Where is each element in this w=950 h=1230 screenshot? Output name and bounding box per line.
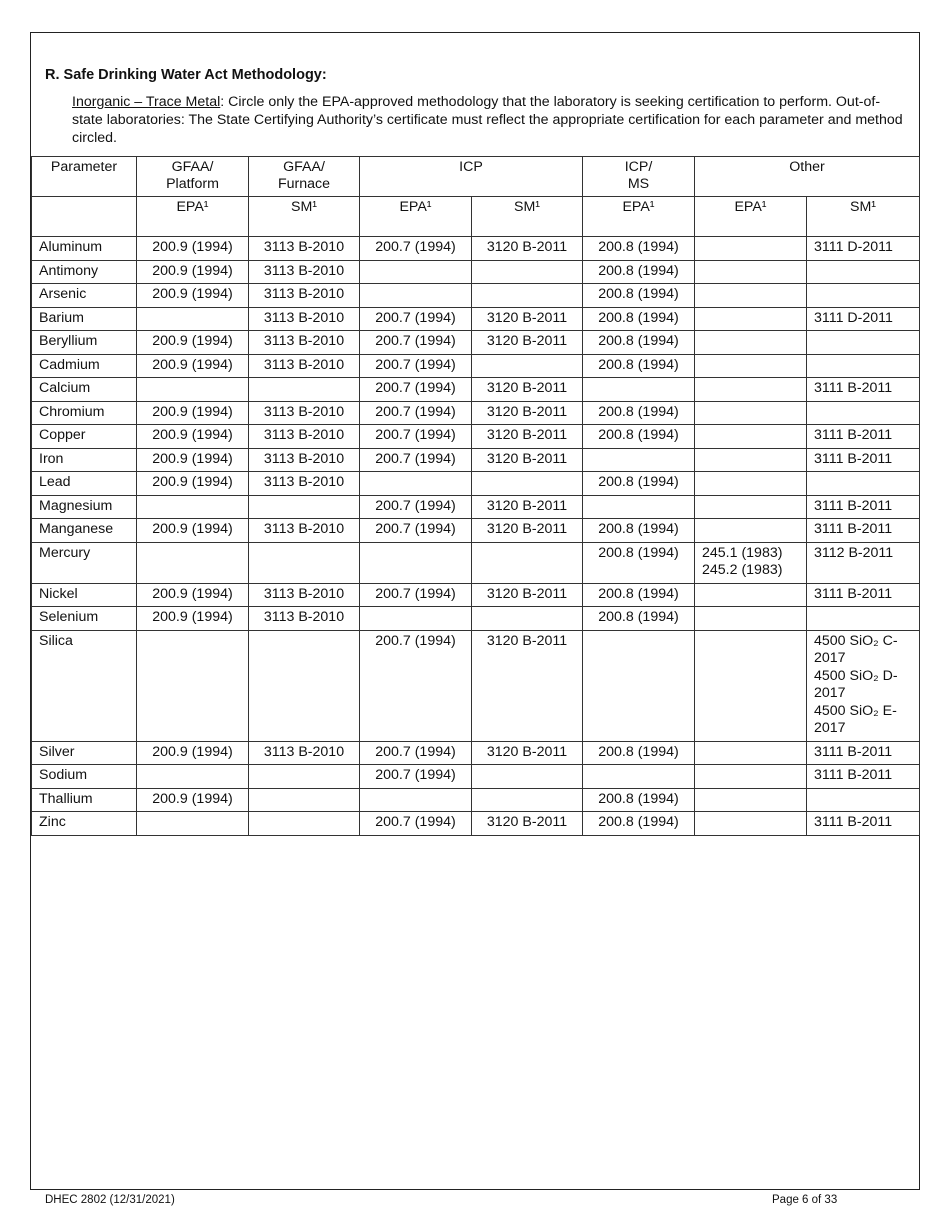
method-cell[interactable]: 200.9 (1994) xyxy=(137,741,249,765)
table-row xyxy=(32,354,920,378)
method-cell[interactable] xyxy=(695,331,807,355)
method-cell[interactable]: 3113 B-2010 xyxy=(249,472,360,496)
method-cell[interactable] xyxy=(695,788,807,812)
parameter-name: Manganese xyxy=(32,519,137,543)
parameter-name: Silver xyxy=(32,741,137,765)
parameter-name: Thallium xyxy=(32,788,137,812)
method-cell[interactable] xyxy=(137,765,249,789)
method-cell[interactable] xyxy=(360,472,472,496)
table-row xyxy=(32,378,920,402)
method-cell[interactable] xyxy=(695,741,807,765)
table-row xyxy=(32,765,920,789)
method-cell[interactable]: 200.7 (1994) xyxy=(360,378,472,402)
method-cell[interactable]: 3113 B-2010 xyxy=(249,583,360,607)
method-cell[interactable]: 245.1 (1983) 245.2 (1983) xyxy=(695,542,807,583)
method-cell[interactable] xyxy=(472,284,583,308)
table-row xyxy=(32,237,920,261)
method-cell[interactable] xyxy=(583,448,695,472)
table-row xyxy=(32,519,920,543)
method-cell[interactable]: 3111 B-2011 xyxy=(807,519,920,543)
method-cell[interactable]: 3111 D-2011 xyxy=(807,307,920,331)
table-row xyxy=(32,583,920,607)
method-cell[interactable]: 200.8 (1994) xyxy=(583,401,695,425)
method-cell[interactable] xyxy=(807,331,920,355)
parameter-name: Iron xyxy=(32,448,137,472)
method-cell[interactable] xyxy=(137,495,249,519)
method-cell[interactable]: 3120 B-2011 xyxy=(472,307,583,331)
table-row xyxy=(32,425,920,449)
table-row xyxy=(32,260,920,284)
method-cell[interactable]: 200.8 (1994) xyxy=(583,542,695,583)
method-cell[interactable] xyxy=(472,472,583,496)
parameter-name: Cadmium xyxy=(32,354,137,378)
intro-label: Inorganic – Trace Metal xyxy=(72,94,221,110)
table-row xyxy=(32,307,920,331)
method-cell[interactable]: 3120 B-2011 xyxy=(472,237,583,261)
method-cell[interactable]: 200.7 (1994) xyxy=(360,425,472,449)
parameter-name: Copper xyxy=(32,425,137,449)
method-cell[interactable]: 200.9 (1994) xyxy=(137,448,249,472)
method-cell[interactable]: 200.8 (1994) xyxy=(583,583,695,607)
method-cell[interactable]: 200.7 (1994) xyxy=(360,583,472,607)
section-heading: R. Safe Drinking Water Act Methodology: xyxy=(45,67,327,83)
method-cell[interactable]: 200.8 (1994) xyxy=(583,812,695,836)
parameter-name: Barium xyxy=(32,307,137,331)
subheader-cell: EPA¹ xyxy=(695,197,807,237)
method-cell[interactable]: 200.7 (1994) xyxy=(360,741,472,765)
method-cell[interactable] xyxy=(249,788,360,812)
header-other: Other xyxy=(695,157,920,197)
method-cell[interactable] xyxy=(249,378,360,402)
method-cell[interactable]: 200.8 (1994) xyxy=(583,607,695,631)
table-row xyxy=(32,630,920,741)
table-row xyxy=(32,401,920,425)
method-cell[interactable]: 3113 B-2010 xyxy=(249,741,360,765)
table-row xyxy=(32,542,920,583)
method-cell[interactable]: 3120 B-2011 xyxy=(472,583,583,607)
form-id: DHEC 2802 (12/31/2021) xyxy=(45,1194,175,1206)
method-cell[interactable]: 200.7 (1994) xyxy=(360,331,472,355)
subheader-cell xyxy=(32,197,137,237)
method-cell[interactable]: 200.8 (1994) xyxy=(583,519,695,543)
parameter-name: Antimony xyxy=(32,260,137,284)
table-row xyxy=(32,284,920,308)
method-cell[interactable] xyxy=(695,284,807,308)
header-icp-ms: ICP/ MS xyxy=(583,157,695,197)
table-row xyxy=(32,495,920,519)
parameter-name: Mercury xyxy=(32,542,137,583)
methods-table xyxy=(31,156,920,836)
method-cell[interactable]: 3120 B-2011 xyxy=(472,519,583,543)
method-cell[interactable] xyxy=(360,260,472,284)
method-cell[interactable]: 3120 B-2011 xyxy=(472,331,583,355)
method-cell[interactable]: 200.9 (1994) xyxy=(137,260,249,284)
header-parameter: Parameter xyxy=(32,157,137,197)
method-cell[interactable]: 200.7 (1994) xyxy=(360,237,472,261)
table-row xyxy=(32,788,920,812)
method-cell[interactable]: 200.7 (1994) xyxy=(360,354,472,378)
method-cell[interactable] xyxy=(249,495,360,519)
method-cell[interactable] xyxy=(807,788,920,812)
method-cell[interactable] xyxy=(695,583,807,607)
method-cell[interactable] xyxy=(695,765,807,789)
table-row xyxy=(32,331,920,355)
method-cell[interactable]: 200.8 (1994) xyxy=(583,741,695,765)
method-cell[interactable] xyxy=(695,307,807,331)
method-cell[interactable]: 200.7 (1994) xyxy=(360,495,472,519)
method-cell[interactable]: 200.8 (1994) xyxy=(583,284,695,308)
method-cell[interactable] xyxy=(472,788,583,812)
header-gfaa-furnace: GFAA/ Furnace xyxy=(249,157,360,197)
method-cell[interactable]: 200.8 (1994) xyxy=(583,237,695,261)
header-icp: ICP xyxy=(360,157,583,197)
method-cell[interactable]: 200.7 (1994) xyxy=(360,307,472,331)
method-cell[interactable]: 3120 B-2011 xyxy=(472,378,583,402)
method-cell[interactable]: 200.9 (1994) xyxy=(137,237,249,261)
parameter-name: Silica xyxy=(32,630,137,741)
intro-text: : Circle only the EPA-approved methodology that the laboratory is seeking certification to perform. Out-of-state laboratories: The State Certifying Authority’s certificate must reflect the appropriate certification for each parameter and method circled. xyxy=(72,94,903,146)
method-cell[interactable]: 3113 B-2010 xyxy=(249,307,360,331)
method-cell[interactable]: 3113 B-2010 xyxy=(249,354,360,378)
method-cell[interactable]: 3111 B-2011 xyxy=(807,741,920,765)
parameter-name: Magnesium xyxy=(32,495,137,519)
method-cell[interactable] xyxy=(249,765,360,789)
method-cell[interactable] xyxy=(472,260,583,284)
method-cell[interactable] xyxy=(807,284,920,308)
method-cell[interactable]: 4500 SiO₂ C- 2017 4500 SiO₂ D- 2017 4500 SiO₂ E- 2017 xyxy=(807,630,920,741)
method-cell[interactable]: 3113 B-2010 xyxy=(249,237,360,261)
method-cell[interactable] xyxy=(695,354,807,378)
method-cell[interactable]: 3113 B-2010 xyxy=(249,519,360,543)
parameter-name: Zinc xyxy=(32,812,137,836)
method-cell[interactable] xyxy=(137,307,249,331)
method-cell[interactable]: 200.8 (1994) xyxy=(583,354,695,378)
method-cell[interactable]: 3111 B-2011 xyxy=(807,378,920,402)
method-cell[interactable] xyxy=(695,378,807,402)
table-row xyxy=(32,741,920,765)
table-row xyxy=(32,607,920,631)
method-cell[interactable] xyxy=(695,607,807,631)
method-cell[interactable] xyxy=(472,607,583,631)
page-number: Page 6 of 33 xyxy=(772,1194,838,1206)
method-cell[interactable]: 3120 B-2011 xyxy=(472,812,583,836)
method-cell[interactable] xyxy=(249,812,360,836)
method-cell[interactable]: 200.9 (1994) xyxy=(137,284,249,308)
table-row xyxy=(32,472,920,496)
method-cell[interactable]: 200.8 (1994) xyxy=(583,425,695,449)
method-cell[interactable] xyxy=(137,542,249,583)
method-cell[interactable] xyxy=(695,519,807,543)
parameter-name: Lead xyxy=(32,472,137,496)
method-cell[interactable]: 200.9 (1994) xyxy=(137,472,249,496)
parameter-name: Beryllium xyxy=(32,331,137,355)
method-cell[interactable] xyxy=(695,472,807,496)
method-cell[interactable]: 3120 B-2011 xyxy=(472,495,583,519)
method-cell[interactable]: 200.8 (1994) xyxy=(583,472,695,496)
subheader-cell: SM¹ xyxy=(472,197,583,237)
method-cell[interactable] xyxy=(137,630,249,741)
parameter-name: Arsenic xyxy=(32,284,137,308)
subheader-cell: SM¹ xyxy=(249,197,360,237)
method-cell[interactable]: 3111 D-2011 xyxy=(807,237,920,261)
method-cell[interactable]: 200.7 (1994) xyxy=(360,448,472,472)
method-cell[interactable]: 200.8 (1994) xyxy=(583,331,695,355)
method-cell[interactable]: 200.7 (1994) xyxy=(360,812,472,836)
method-cell[interactable]: 3113 B-2010 xyxy=(249,260,360,284)
method-cell[interactable] xyxy=(583,765,695,789)
method-cell[interactable] xyxy=(807,607,920,631)
method-cell[interactable] xyxy=(583,378,695,402)
parameter-name: Chromium xyxy=(32,401,137,425)
method-cell[interactable] xyxy=(807,401,920,425)
method-cell[interactable]: 3120 B-2011 xyxy=(472,448,583,472)
method-cell[interactable] xyxy=(807,472,920,496)
method-cell[interactable]: 3120 B-2011 xyxy=(472,425,583,449)
parameter-name: Selenium xyxy=(32,607,137,631)
method-cell[interactable] xyxy=(360,788,472,812)
method-cell[interactable] xyxy=(807,260,920,284)
method-cell[interactable] xyxy=(472,542,583,583)
method-cell[interactable] xyxy=(695,425,807,449)
parameter-name: Aluminum xyxy=(32,237,137,261)
table-row xyxy=(32,448,920,472)
method-cell[interactable]: 200.9 (1994) xyxy=(137,583,249,607)
method-cell[interactable]: 3111 B-2011 xyxy=(807,765,920,789)
method-cell[interactable] xyxy=(583,630,695,741)
method-cell[interactable] xyxy=(472,354,583,378)
method-cell[interactable]: 3113 B-2010 xyxy=(249,331,360,355)
method-cell[interactable]: 3111 B-2011 xyxy=(807,448,920,472)
intro-paragraph xyxy=(72,93,908,147)
method-cell[interactable]: 3120 B-2011 xyxy=(472,741,583,765)
method-cell[interactable] xyxy=(583,495,695,519)
method-cell[interactable]: 3120 B-2011 xyxy=(472,401,583,425)
method-cell[interactable] xyxy=(695,260,807,284)
method-cell[interactable] xyxy=(472,765,583,789)
subheader-cell: EPA¹ xyxy=(360,197,472,237)
method-cell[interactable] xyxy=(360,542,472,583)
method-cell[interactable]: 200.8 (1994) xyxy=(583,307,695,331)
method-cell[interactable]: 3113 B-2010 xyxy=(249,448,360,472)
method-cell[interactable] xyxy=(249,542,360,583)
parameter-name: Sodium xyxy=(32,765,137,789)
method-cell[interactable] xyxy=(695,630,807,741)
header-gfaa-platform: GFAA/ Platform xyxy=(137,157,249,197)
method-cell[interactable]: 3113 B-2010 xyxy=(249,401,360,425)
header-row-methods xyxy=(32,197,920,237)
parameter-name: Calcium xyxy=(32,378,137,402)
method-cell[interactable] xyxy=(360,284,472,308)
subheader-cell: SM¹ xyxy=(807,197,920,237)
method-cell[interactable]: 3113 B-2010 xyxy=(249,607,360,631)
method-cell[interactable]: 3113 B-2010 xyxy=(249,284,360,308)
method-cell[interactable] xyxy=(137,378,249,402)
method-cell[interactable]: 200.9 (1994) xyxy=(137,401,249,425)
method-cell[interactable]: 200.9 (1994) xyxy=(137,354,249,378)
method-cell[interactable] xyxy=(695,448,807,472)
method-cell[interactable]: 3111 B-2011 xyxy=(807,812,920,836)
method-cell[interactable] xyxy=(695,237,807,261)
method-cell[interactable]: 200.7 (1994) xyxy=(360,630,472,741)
method-cell[interactable]: 200.7 (1994) xyxy=(360,401,472,425)
method-cell[interactable] xyxy=(249,630,360,741)
method-cell[interactable]: 200.9 (1994) xyxy=(137,425,249,449)
method-cell[interactable]: 3112 B-2011 xyxy=(807,542,920,583)
method-cell[interactable]: 3111 B-2011 xyxy=(807,583,920,607)
method-cell[interactable]: 200.9 (1994) xyxy=(137,788,249,812)
method-cell[interactable] xyxy=(807,354,920,378)
method-cell[interactable]: 3113 B-2010 xyxy=(249,425,360,449)
method-cell[interactable]: 200.8 (1994) xyxy=(583,260,695,284)
method-cell[interactable]: 3111 B-2011 xyxy=(807,495,920,519)
method-cell[interactable]: 200.9 (1994) xyxy=(137,331,249,355)
method-cell[interactable]: 200.7 (1994) xyxy=(360,519,472,543)
method-cell[interactable]: 200.9 (1994) xyxy=(137,607,249,631)
method-cell[interactable] xyxy=(695,495,807,519)
subheader-cell: EPA¹ xyxy=(583,197,695,237)
method-cell[interactable]: 200.7 (1994) xyxy=(360,765,472,789)
method-cell[interactable] xyxy=(360,607,472,631)
method-cell[interactable]: 200.8 (1994) xyxy=(583,788,695,812)
header-row-groups xyxy=(32,157,920,197)
method-cell[interactable]: 200.9 (1994) xyxy=(137,519,249,543)
method-cell[interactable]: 3120 B-2011 xyxy=(472,630,583,741)
subheader-cell: EPA¹ xyxy=(137,197,249,237)
method-cell[interactable]: 3111 B-2011 xyxy=(807,425,920,449)
method-cell[interactable] xyxy=(695,401,807,425)
method-cell[interactable] xyxy=(137,812,249,836)
table-row xyxy=(32,812,920,836)
parameter-name: Nickel xyxy=(32,583,137,607)
method-cell[interactable] xyxy=(695,812,807,836)
